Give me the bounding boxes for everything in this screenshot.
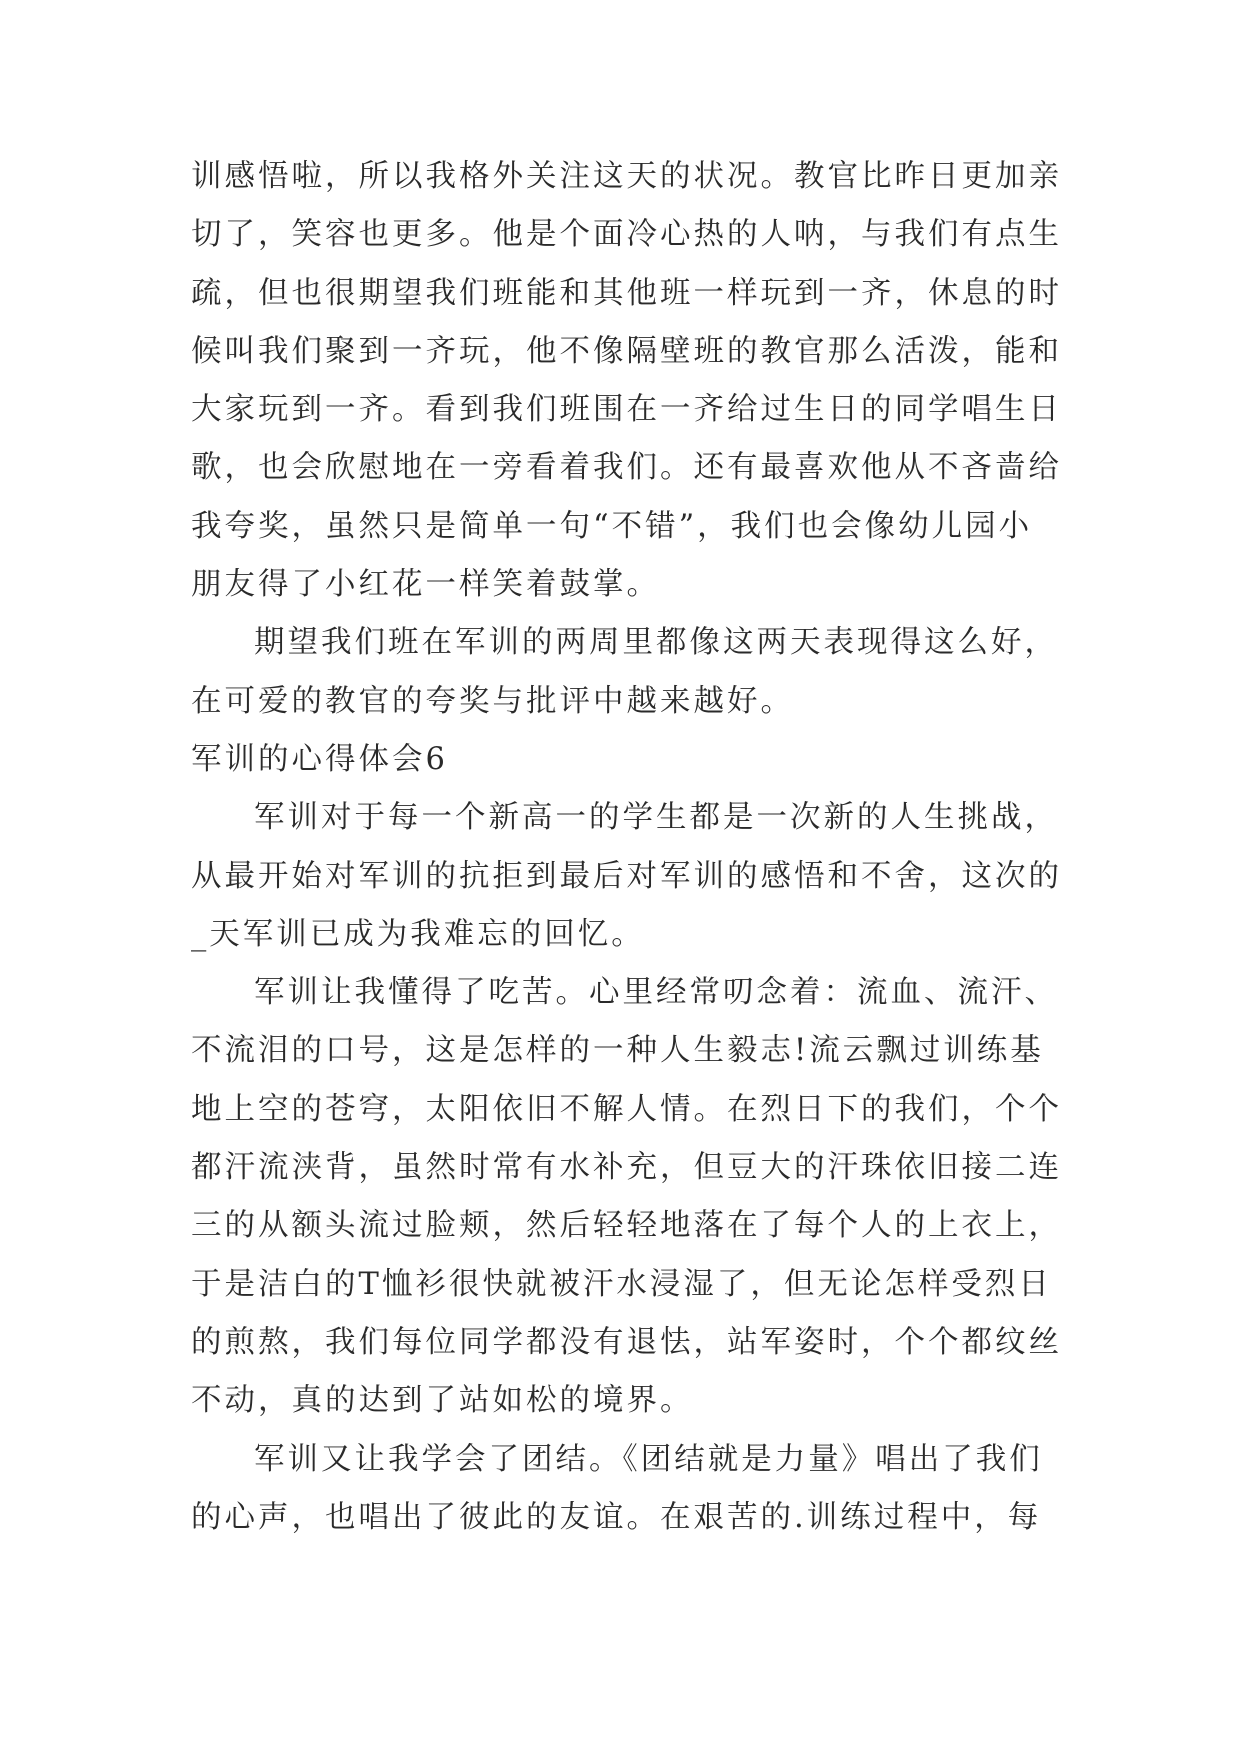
text-line: 的心声，也唱出了彼此的友谊。在艰苦的.训练过程中，每 — [191, 1499, 1042, 1535]
paragraph-first-line: 军训让我懂得了吃苦。心里经常叨念着：流血、流汗、 — [254, 975, 1058, 1011]
document-body — [191, 148, 1071, 1547]
paragraph-first-line: 期望我们班在军训的两周里都像这两天表现得这么好， — [254, 625, 1058, 661]
text-line: 不流泪的口号，这是怎样的一种人生毅志!流云飘过训练基 — [191, 1033, 1044, 1069]
text-line: 切了，笑容也更多。他是个面冷心热的人呐，与我们有点生 — [191, 217, 1062, 253]
text-line: 在可爱的教官的夸奖与批评中越来越好。 — [191, 683, 794, 719]
text-line: _天军训已成为我难忘的回忆。 — [191, 916, 645, 952]
text-line: 训感悟啦，所以我格外关注这天的状况。教官比昨日更加亲 — [191, 159, 1062, 194]
text-line: 于是洁白的T恤衫很快就被汗水浸湿了，但无论怎样受烈日 — [191, 1266, 1052, 1302]
text-line: 大家玩到一齐。看到我们班围在一齐给过生日的同学唱生日 — [191, 392, 1062, 428]
text-line: 朋友得了小红花一样笑着鼓掌。 — [191, 567, 660, 603]
text-line: 我夸奖，虽然只是简单一句“不错”，我们也会像幼儿园小 — [191, 508, 1033, 544]
paragraph-first-line: 军训又让我学会了团结。《团结就是力量》唱出了我们 — [254, 1441, 1043, 1477]
text-line: 不动，真的达到了站如松的境界。 — [191, 1383, 694, 1419]
paragraph-first-line: 军训对于每一个新高一的学生都是一次新的人生挑战， — [254, 800, 1058, 836]
text-line: 从最开始对军训的抗拒到最后对军训的感悟和不舍，这次的 — [191, 858, 1062, 894]
section-heading: 军训的心得体会6 — [191, 741, 448, 777]
text-line: 的煎熬，我们每位同学都没有退怯，站军姿时，个个都纹丝 — [191, 1324, 1062, 1360]
text-line: 歌，也会欣慰地在一旁看着我们。还有最喜欢他从不吝啬给 — [191, 450, 1062, 486]
text-line: 地上空的苍穹，太阳依旧不解人情。在烈日下的我们，个个 — [191, 1091, 1062, 1127]
text-line: 疏，但也很期望我们班能和其他班一样玩到一齐，休息的时 — [191, 275, 1062, 311]
text-line: 候叫我们聚到一齐玩，他不像隔壁班的教官那么活泼，能和 — [191, 333, 1062, 369]
text-line: 都汗流浃背，虽然时常有水补充，但豆大的汗珠依旧接二连 — [191, 1150, 1062, 1186]
text-line: 三的从额头流过脸颊，然后轻轻地落在了每个人的上衣上， — [191, 1208, 1062, 1244]
